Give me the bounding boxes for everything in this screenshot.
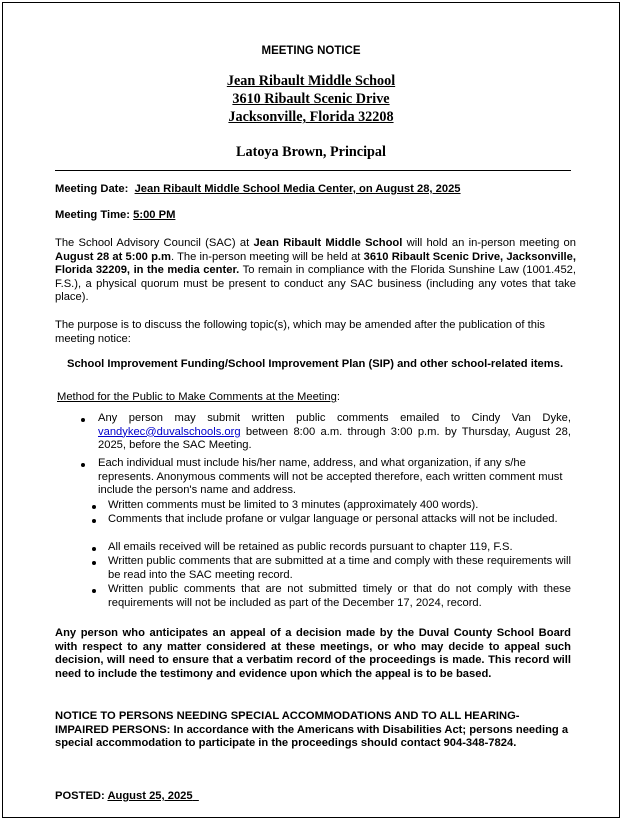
meeting-time-label: Meeting Time: xyxy=(55,209,131,221)
bullet-1-text-b: between 8:00 a.m. through 3:00 p.m. by Thursday, August 28, 2025, before the SAC Meeting. xyxy=(98,425,571,452)
address-street: 3610 Ribault Scenic Drive xyxy=(232,91,390,107)
address-line-1 xyxy=(3,91,619,108)
bullet-item-untimely: Written public comments that are not submitted timely or that do not comply with these requirements will not be included as part of the December 17, 2024, record. xyxy=(108,583,571,609)
bullet-dot xyxy=(92,589,96,593)
topic-paragraph: School Improvement Funding/School Improvement Plan (SIP) and other school-related items. xyxy=(67,358,564,370)
meeting-date-row xyxy=(55,183,461,197)
meeting-time-value: 5:00 PM xyxy=(133,209,176,221)
bullet-item-limit: Written comments must be limited to 3 minutes (approximately 400 words). xyxy=(108,499,479,511)
method-heading xyxy=(57,391,340,405)
school-name: Jean Ribault Middle School xyxy=(226,73,396,89)
intro-text-3: . The in-person meeting will be held at xyxy=(170,250,364,263)
address-line-2 xyxy=(3,109,619,126)
posted-label: POSTED: xyxy=(55,790,105,802)
intro-paragraph xyxy=(55,237,576,305)
intro-text-2: will hold an in-person meeting on xyxy=(402,237,576,249)
bullet-dot xyxy=(92,547,96,551)
bullet-item-records: All emails received will be retained as public records pursuant to chapter 119, F.S. xyxy=(108,541,513,553)
posted-row xyxy=(55,790,199,804)
bullet-item-profane: Comments that include profane or vulgar language or personal attacks will not be included. xyxy=(108,513,558,525)
principal-name: Latoya Brown, Principal xyxy=(236,144,386,160)
meeting-date-label: Meeting Date: xyxy=(55,183,129,195)
bullet-item-identity: Each individual must include his/her name, address, and what organization, if any s/he represents. Anonymous comments will not be accepted therefore, each written comment must include the person's name and address. xyxy=(98,457,563,497)
bullet-dot xyxy=(92,505,96,509)
bullet-item-email xyxy=(98,412,571,453)
bullet-dot xyxy=(81,418,85,422)
header-divider xyxy=(55,170,571,171)
method-heading-colon: : xyxy=(336,391,340,403)
intro-text-4: To remain in compliance with the Florida Sunshine Law (1001.452, F.S.), a physical quorum must be present to conduct any SAC business (including any votes that take place). xyxy=(55,264,577,304)
posted-date: August 25, 2025 xyxy=(107,790,193,802)
bullet-1-text-a: Any person may submit written public comments emailed to Cindy Van Dyke, xyxy=(98,412,571,424)
intro-school: Jean Ribault Middle School xyxy=(253,237,403,249)
intro-text-1: The School Advisory Council (SAC) at xyxy=(55,237,254,249)
principal-line xyxy=(3,144,619,161)
school-name-line xyxy=(3,73,619,90)
appeal-paragraph: Any person who anticipates an appeal of a decision made by the Duval County School Board with respect to any matter considered at these meetings, or who may decide to appeal such decision, will need to ensure that a verbatim record of the proceedings is made. This record will need to include the testimony and evidence upon which the appeal is to be based. xyxy=(55,627,571,680)
notice-title: MEETING NOTICE xyxy=(261,45,361,57)
bullet-dot xyxy=(92,519,96,523)
meeting-time-row xyxy=(55,209,175,223)
meeting-notice-page xyxy=(2,2,620,818)
bullet-dot xyxy=(92,561,96,565)
bullet-item-read: Written public comments that are submitted at a time and comply with these requirements will be read into the SAC meeting record. xyxy=(108,555,571,581)
meeting-date-value: Jean Ribault Middle School Media Center, on August 28, 2025 xyxy=(134,183,461,195)
email-link[interactable]: vandykec@duvalschools.org xyxy=(98,425,241,438)
accommodations-paragraph: NOTICE TO PERSONS NEEDING SPECIAL ACCOMMODATIONS AND TO ALL HEARING-IMPAIRED PERSONS: In accordance with the Americans with Disabilities Act; persons needing a special accommodation to participate in the proceedings should contact 904-348-7824. xyxy=(55,710,569,750)
address-city: Jacksonville, Florida 32208 xyxy=(228,109,394,125)
intro-date: August 28 at 5:00 p.m xyxy=(55,250,171,263)
intro-location: 3610 Ribault Scenic Drive, Jacksonville, Florida 32209, in the media center. xyxy=(55,250,576,277)
purpose-paragraph: The purpose is to discuss the following topic(s), which may be amended after the publication of this meeting notice: xyxy=(55,319,546,345)
method-heading-text: Method for the Public to Make Comments at the Meeting xyxy=(57,391,337,403)
bullet-dot xyxy=(81,463,85,467)
